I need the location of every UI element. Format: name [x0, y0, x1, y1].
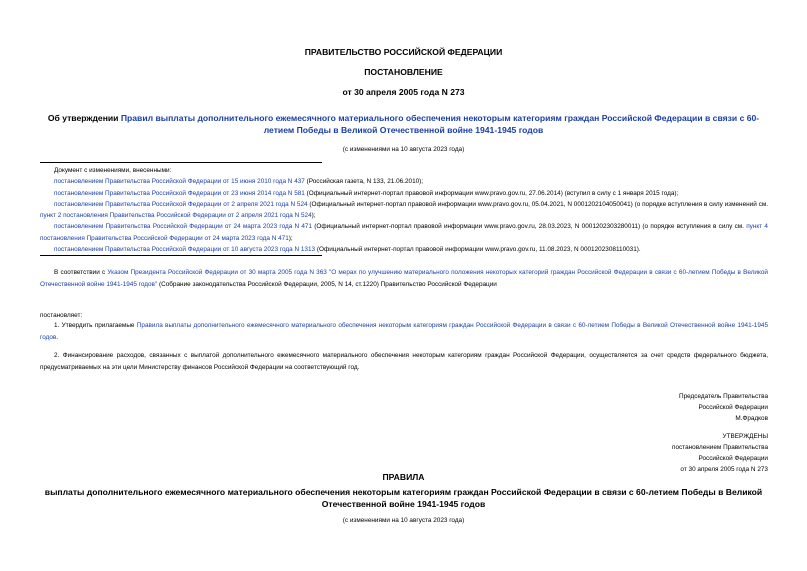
amendments-intro: Документ с изменениями, внесенными: [54, 167, 172, 174]
amendment-item [40, 176, 768, 187]
divider-top [40, 162, 322, 163]
amendment-point-link[interactable]: пункт 2 постановления Правительства Российской Федерации от 2 апреля 2021 года N 524 [40, 212, 312, 220]
amendment-tail: ); [311, 212, 316, 220]
document-type: ПОСТАНОВЛЕНИЕ [364, 67, 443, 77]
rules-subtitle: выплаты дополнительного ежемесячного материального обеспечения некоторым категориям граждан Российской Федерации в связи с 60-летием Победы в Великой Отечественной войне 1941-1945 годов [44, 487, 763, 509]
signature-block [679, 391, 768, 424]
approval-line: постановлением Правительства [672, 444, 768, 451]
approval-block [672, 431, 768, 475]
signature-country: Российской Федерации [698, 404, 768, 411]
changes-note: (с изменениями на 10 августа 2023 года) [342, 146, 465, 153]
amendment-item [40, 188, 768, 199]
amendment-text: (Официальный интернет-портал правовой информации www.pravo.gov.ru, 11.08.2023, N 0001202308110031). [315, 246, 641, 254]
decrees-word: постановляет: [40, 312, 83, 319]
rules-changes-note: (с изменениями на 10 августа 2023 года) [342, 517, 465, 524]
amendment-text: (Официальный интернет-портал правовой информации www.pravo.gov.ru, 27.06.2014) (вступил в силу с 1 января 2015 года); [304, 189, 679, 197]
amendment-point-link[interactable]: пункт 4 постановления Правительства Российской Федерации от 24 марта 2023 года N 471 [40, 223, 768, 242]
document-title [40, 112, 767, 136]
preamble-suffix: (Собрание законодательства Российской Федерации, 2005, N 14, ст.1220) Правительство Российской Федерации [157, 280, 497, 288]
preamble-decree-link[interactable]: Указом Президента Российской Федерации от 30 марта 2005 года N 363 "О мерах по улучшению материального положения некоторых категорий граждан Российской Федерации в связи с 60-летием Победы в Великой Отечественной войне 1941-1945 годов" [40, 269, 768, 288]
point-2 [40, 350, 768, 373]
rules-heading: ПРАВИЛА [382, 472, 425, 482]
title-rules-link[interactable]: Правил выплаты дополнительного ежемесячного материального обеспечения некоторым категориям граждан Российской Федерации в связи с 60-летием Победы в Великой Отечественной войне 1941-1945 годов [120, 113, 760, 135]
point-1 [40, 320, 768, 343]
approval-line: Российской Федерации [698, 455, 768, 462]
amendment-link[interactable]: постановлением Правительства Российской Федерации от 2 апреля 2021 года N 524 [54, 200, 308, 208]
amendment-link[interactable]: постановлением Правительства Российской Федерации от 10 августа 2023 года N 1313 [54, 246, 316, 254]
point-1-suffix: . [56, 333, 59, 341]
amendment-item [40, 199, 768, 222]
preamble-paragraph [40, 267, 768, 290]
amendment-link[interactable]: постановлением Правительства Российской Федерации от 15 июня 2010 года N 437 [54, 178, 305, 186]
document-date-number: от 30 апреля 2005 года N 273 [342, 87, 465, 97]
point-1-prefix: 1. Утвердить прилагаемые [54, 322, 137, 329]
preamble-prefix: В соответствии с [54, 269, 108, 276]
amendment-text: (Официальный интернет-портал правовой информации www.pravo.gov.ru, 28.03.2023, N 0001202303280011) (о порядке вступления в силу см. [312, 223, 747, 231]
divider-bottom [40, 255, 322, 256]
amendments-list [40, 165, 768, 255]
amendment-link[interactable]: постановлением Правительства Российской Федерации от 23 июня 2014 года N 581 [54, 189, 305, 197]
amendment-text: (Официальный интернет-портал правовой информации www.pravo.gov.ru, 05.04.2021, N 0001202104050041) (о порядке вступления в силу изменений см. [307, 200, 768, 208]
point-1-rules-link[interactable]: Правила выплаты дополнительного ежемесячного материального обеспечения некоторым категориям граждан Российской Федерации в связи с 60-летием Победы в Великой Отечественной войне 1941-1945 годов [40, 322, 768, 341]
amendment-text: (Российская газета, N 133, 21.06.2010); [304, 178, 424, 186]
amendment-tail: ); [288, 234, 293, 242]
amendment-item [40, 244, 768, 255]
approval-heading: УТВЕРЖДЕНЫ [722, 433, 768, 440]
title-prefix: Об утверждении [47, 113, 121, 123]
amendment-item [40, 221, 768, 244]
approval-date: от 30 апреля 2005 года N 273 [680, 466, 768, 473]
amendment-link[interactable]: постановлением Правительства Российской Федерации от 24 марта 2023 года N 471 [54, 223, 313, 231]
government-heading: ПРАВИТЕЛЬСТВО РОССИЙСКОЙ ФЕДЕРАЦИИ [304, 47, 503, 57]
point-2-text: 2. Финансирование расходов, связанных с выплатой дополнительного ежемесячного материального обеспечения некоторым категориям граждан Российской Федерации, осуществляется за счет средств федерального бюджета, предусматриваемых на эти цели Министерству финансов Российской Федерации на соответствующий год. [40, 352, 768, 371]
signature-name: М.Фрадков [735, 415, 768, 422]
signature-position: Председатель Правительства [679, 393, 768, 400]
